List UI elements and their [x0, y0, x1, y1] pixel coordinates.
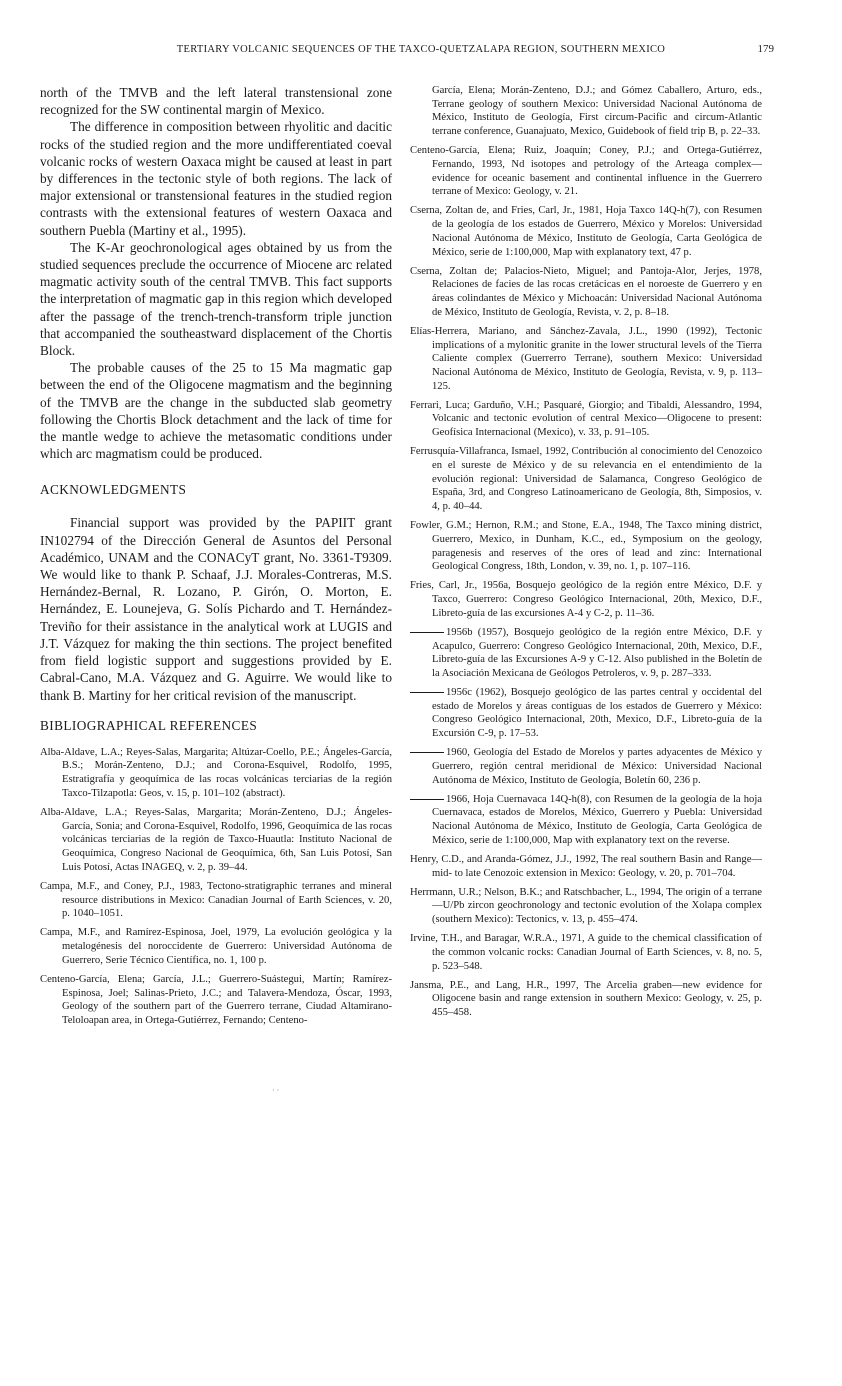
reference-item: Campa, M.F., and Coney, P.J., 1983, Tectono-stratigraphic terranes and mineral resource distributions in Mexico: Canadian Journal of Earth Sciences, v. 20, p. 1040–1051. — [40, 880, 392, 920]
reference-item: Centeno-García, Elena; Ruiz, Joaquín; Coney, P.J.; and Ortega-Gutiérrez, Fernando, 1993, Nd isotopes and petrology of the Arteaga complex—evidence for oceanic basement and continental influence in the Guerrero terrane of Mexico: Geology, v. 21. — [410, 145, 762, 198]
acknowledgments-heading: ACKNOWLEDGMENTS — [40, 482, 187, 498]
reference-item: Centeno-García, Elena; García, J.L.; Guerrero-Suástegui, Martín; Ramírez-Espinosa, Joel; Salinas-Prieto, J.C.; and Talavera-Mendoza, Óscar, 1993, Geology of the southern part of the Guerrero terrane, Ciudad Altamirano-Teloloapan area, in Ortega-Gutiérrez, Fernando; Centeno- — [40, 973, 392, 1026]
page-number: 179 — [757, 43, 774, 55]
body-paragraph: The difference in composition between rhyolitic and dacitic rocks of the studied region and the more undifferentiated coeval volcanic rocks of western Oaxaca might be caused at least in part by differences in the tectonic style of both regions. The lack of major extensional or transtensional features in the studied region contrasts with the extensional features of western Oaxaca and southern Puebla (Martiny et al., 1995). — [40, 119, 392, 238]
reference-item-repeat-author — [410, 746, 762, 787]
right-column — [410, 84, 762, 1025]
reference-text: 1966, Hoja Cuernavaca 14Q-h(8), con Resumen de la geología de la hoja Cuernavaca, estados de Morelos, México, Guerrero y Puebla: Universidad Nacional Autónoma de México, Instituto de Geología, Carta Geológica de México, serie de 1:100,000, Map with explanatory text on the reverse. — [432, 793, 762, 846]
reference-item: Jansma, P.E., and Lang, H.R., 1997, The Arcelia graben—new evidence for Oligocene basin and range extension in southern Mexico: Geology, v. 25, p. 455–458. — [410, 979, 762, 1019]
running-header-title: TERTIARY VOLCANIC SEQUENCES OF THE TAXCO-QUETZALAPA REGION, SOUTHERN MEXICO — [176, 44, 666, 55]
reference-item-repeat-author — [410, 793, 762, 848]
reference-item: Alba-Aldave, L.A.; Reyes-Salas, Margarita; Morán-Zenteno, D.J.; Ángeles-García, Sonia; and Corona-Esquivel, Rodolfo, 1996, Geoquímica de las rocas volcánicas terciarias de la región de Taxco-Huautla: Instituto Nacional de Geoquímica, Congreso Nacional de Geoquímica, 6th, San Luis Potosí, San Luis Potosí, Actas INAGEQ, v. 2, p. 39–44. — [40, 806, 392, 873]
reference-item: Cserna, Zoltan de; Palacios-Nieto, Miguel; and Pantoja-Alor, Jerjes, 1978, Relaciones de facies de las rocas cretácicas en el noroeste de Guerrero y en áreas colindantes de México y Michoacán: Universidad Nacional Autónoma de México, Instituto de Geología, Revista, v. 2, p. 8–18. — [410, 265, 762, 318]
author-repeat-dash — [410, 692, 444, 693]
left-column — [40, 84, 392, 1033]
reference-item: Herrmann, U.R.; Nelson, B.K.; and Ratschbacher, L., 1994, The origin of a terrane—U/Pb zircon geochronology and tectonic evolution of the Xolapa complex (southern Mexico): Tectonics, v. 13, p. 455–474. — [410, 886, 762, 926]
reference-continuation: García, Elena; Morán-Zenteno, D.J.; and Gómez Caballero, Arturo, eds., Terrane geology of southern Mexico: Universidad Nacional Autónoma de México, Instituto de Geología, First circum-Pacific and circum-Atlantic terrane conference, Guanajuato, Mexico, Guidebook of field trip B, p. 22–33. — [432, 85, 762, 138]
author-repeat-dash — [410, 752, 444, 753]
reference-text: 1960, Geología del Estado de Morelos y partes adyacentes de México y Guerrero, región central meridional de México: Universidad Nacional Autónoma de México, Instituto de Geología, Boletín 60, 236 p. — [432, 747, 762, 786]
reference-item: Ferrusquía-Villafranca, Ismael, 1992, Contribución al conocimiento del Cenozoico en el sureste de México y de su relevancia en el entendimiento de la evolución regional: Universidad de Salamanca, Congreso Geológico de España, 3rd, and Congreso Latinoamericano de Geología, 8th, Simposios, v. 4, p. 40–44. — [410, 446, 762, 513]
references-heading: BIBLIOGRAPHICAL REFERENCES — [40, 717, 258, 733]
reference-text: 1956c (1962), Bosquejo geológico de las partes central y occidental del estado de Morelos y áreas contiguas de los estados de Guerrero y México: Congreso Geológico Internacional, 20th, Mexico, D.F., Libreto-guía de la Excursión C-9, p. 17–53. — [432, 687, 762, 740]
scan-speck: · · — [272, 1086, 280, 1095]
reference-item-repeat-author — [410, 686, 762, 741]
reference-text: 1956b (1957), Bosquejo geológico de la región entre México, D.F. y Acapulco, Guerrero: Congreso Geológico Internacional, 20th, Mexico, D.F., Libreto-guía de las Excursiones A-9 y C-12. Also published in the Boletín de la Asociación Mexicana de Geólogos Petroleros, v. 9, p. 287–333. — [432, 626, 762, 679]
reference-item: Irvine, T.H., and Baragar, W.R.A., 1971, A guide to the chemical classification of the common volcanic rocks: Canadian Journal of Earth Sciences, v. 8, no. 5, p. 523–548. — [410, 933, 762, 972]
reference-item: Elías-Herrera, Mariano, and Sánchez-Zavala, J.L., 1990 (1992), Tectonic implications of a mylonitic granite in the lower structural levels of the Tierra Caliente complex (Guerrerro Terrane), southern Mexico: Universidad Nacional Autónoma de México, Instituto de Geología, Revista, v. 9, p. 113–125. — [410, 325, 762, 392]
reference-item-repeat-author — [410, 626, 762, 681]
reference-item: Fowler, G.M.; Hernon, R.M.; and Stone, E.A., 1948, The Taxco mining district, Guerrero, Mexico, in Dunham, K.C., ed., Symposium on the geology, paragenesis and reserves of the ores of lead and zinc: International Geological Congress, 18th, London, v. 39, no. 1, p. 107–116. — [410, 520, 762, 573]
reference-item: Alba-Aldave, L.A.; Reyes-Salas, Margarita; Altúzar-Coello, P.E.; Ángeles-García, B.S.; Morán-Zenteno, D.J.; and Corona-Esquivel, Rodolfo, 1995, Estratigrafía y geoquímica de las rocas volcánicas terciarias de la región Taxco-Tilzapotla: Geos, v. 15, p. 101–102 (abstract). — [40, 746, 392, 799]
reference-item: Cserna, Zoltan de, and Fries, Carl, Jr., 1981, Hoja Taxco 14Q-h(7), con Resumen de la geología de los estados de Guerrero, México y Morelos: Universidad Nacional Autónoma de México, Instituto de Geología, Carta Geológica de México, serie de 1:100,000, Map with explanatory text, 47 p. — [410, 205, 762, 258]
reference-item: Ferrari, Luca; Garduño, V.H.; Pasquaré, Giorgio; and Tibaldi, Alessandro, 1994, Volcanic and tectonic evolution of central Mexico—Oligocene to present: Geofísica Internacional (Mexico), v. 33, p. 91–105. — [410, 399, 762, 439]
reference-item: Campa, M.F., and Ramírez-Espinosa, Joel, 1979, La evolución geológica y la metalogénesis del noroccidente de Guerrero: Universidad Autónoma de Guerrero, Serie Técnico Científica, no. 1, 100 p. — [40, 927, 392, 966]
body-paragraph: north of the TMVB and the left lateral transtensional zone recognized for the SW continental margin of Mexico. — [40, 85, 392, 118]
body-paragraph: The K-Ar geochronological ages obtained by us from the studied sequences preclude the occurrence of Miocene arc related magmatic activity south of the central TMVB. This fact supports the interpretation of magmatic gap in this region which developed after the passage of the trench-trench-transform triple junction that accompanied the southeastward displacement of the Chortis Block. — [40, 239, 392, 359]
acknowledgments-text: Financial support was provided by the PAPIIT grant IN102794 of the Dirección General de Asuntos del Personal Académico, UNAM and the CONACyT grant, No. 3361-T9309. We would like to thank P. Schaaf, J.J. Morales-Contreras, M.S. Hernández-Bernal, R. Lozano, P. Girón, O. Morton, E. Hernández, E. Lounejeva, G. Solís Pichardo and T. Hernández-Treviño for their assistance in the analytical work at LUGIS and J.T. Vázquez for making the thin sections. The project benefited from field logistic support and suggestions provided by E. Cabral-Cano, M.A. Vázquez and G. Aguirre. We would like to thank B. Martiny for her critical revision of the manuscript. — [40, 515, 392, 703]
author-repeat-dash — [410, 799, 444, 800]
author-repeat-dash — [410, 632, 444, 633]
reference-item: Henry, C.D., and Aranda-Gómez, J.J., 1992, The real southern Basin and Range—mid- to late Cenozoic extension in Mexico: Geology, v. 20, p. 701–704. — [410, 853, 762, 879]
reference-item: Fries, Carl, Jr., 1956a, Bosquejo geológico de la región entre México, D.F. y Taxco, Guerrero: Congreso Geológico Internacional, 20th, Mexico, D.F., Libreto-guía de las excursiones A-4 y C-2, p. 11–36. — [410, 580, 762, 619]
body-paragraph: The probable causes of the 25 to 15 Ma magmatic gap between the end of the Oligocene magmatism and the beginning of the TMVB are the change in the subducted slab geometry following the Chortis Block detachment and the lack of time for the mantle wedge to achieve the metasomatic conditions under which arc magmatism could be produced. — [40, 360, 392, 462]
